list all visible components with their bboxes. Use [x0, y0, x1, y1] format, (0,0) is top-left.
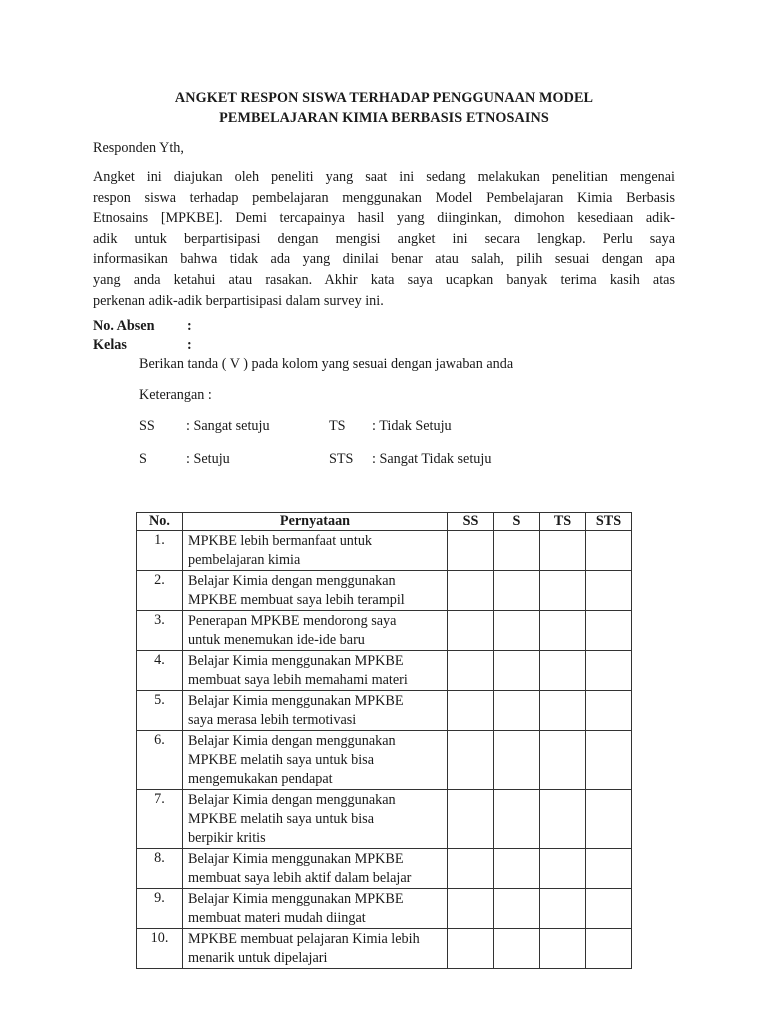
title-line-1: ANGKET RESPON SISWA TERHADAP PENGGUNAAN MODEL: [174, 90, 594, 106]
answer-box-s[interactable]: [494, 849, 540, 889]
legend-desc: : Sangat setuju: [186, 418, 270, 434]
header-no: No.: [137, 513, 183, 531]
statement-line: MPKBE melatih saya untuk bisa: [188, 811, 374, 827]
table-row: [137, 531, 632, 571]
statement-cell: [183, 611, 448, 651]
legend-row: [139, 451, 491, 468]
header-sts: STS: [586, 513, 632, 531]
survey-table-body: [137, 531, 632, 969]
legend-row: [139, 418, 452, 435]
answer-box-s[interactable]: [494, 731, 540, 790]
survey-table: [136, 512, 632, 969]
header-pernyataan: Pernyataan: [183, 513, 448, 531]
statement-line: berpikir kritis: [188, 830, 266, 846]
row-number: 8.: [137, 849, 183, 889]
statement-cell: [183, 651, 448, 691]
field-no-absen: [93, 318, 192, 335]
statement-line: membuat saya lebih memahami materi: [188, 672, 408, 688]
row-number: 5.: [137, 691, 183, 731]
statement-line: mengemukakan pendapat: [188, 771, 333, 787]
answer-box-sts[interactable]: [586, 611, 632, 651]
answer-box-s[interactable]: [494, 691, 540, 731]
statement-line: MPKBE melatih saya untuk bisa: [188, 752, 374, 768]
row-number: 3.: [137, 611, 183, 651]
answer-box-sts[interactable]: [586, 691, 632, 731]
answer-box-sts[interactable]: [586, 790, 632, 849]
statement-line: membuat materi mudah diingat: [188, 910, 366, 926]
field-kelas: [93, 337, 192, 354]
header-ss: SS: [448, 513, 494, 531]
table-row: [137, 790, 632, 849]
answer-box-s[interactable]: [494, 571, 540, 611]
answer-box-sts[interactable]: [586, 571, 632, 611]
title-line-2: PEMBELAJARAN KIMIA BERBASIS ETNOSAINS: [219, 110, 549, 126]
answer-box-sts[interactable]: [586, 651, 632, 691]
table-row: [137, 889, 632, 929]
answer-box-s[interactable]: [494, 531, 540, 571]
legend-desc: : Sangat Tidak setuju: [372, 451, 492, 467]
answer-box-ss[interactable]: [448, 571, 494, 611]
intro-line: Angket ini diajukan oleh peneliti yang saat ini sedang melakukan penelitian mengenai: [93, 169, 675, 185]
field-label: No. Absen: [93, 318, 155, 334]
statement-line: Belajar Kimia menggunakan MPKBE: [188, 891, 404, 907]
statement-line: Penerapan MPKBE mendorong saya: [188, 613, 397, 629]
statement-cell: [183, 731, 448, 790]
legend-code: STS: [329, 451, 354, 467]
statement-cell: [183, 571, 448, 611]
statement-line: MPKBE lebih bermanfaat untuk: [188, 533, 373, 549]
statement-cell: [183, 889, 448, 929]
intro-line: respon siswa terhadap pembelajaran menggunakan Model Pembelajaran Kimia Berbasis: [93, 189, 675, 206]
answer-box-ts[interactable]: [540, 531, 586, 571]
statement-line: MPKBE membuat pelajaran Kimia lebih: [188, 931, 420, 947]
instruction-text: Berikan tanda ( V ) pada kolom yang sesuai dengan jawaban anda: [139, 356, 514, 372]
answer-box-ss[interactable]: [448, 611, 494, 651]
header-ts: TS: [540, 513, 586, 531]
intro-line: informasikan bahwa tidak ada yang dinilai benar atau salah, pilih sesuai dengan apa: [93, 251, 675, 268]
intro-line: adik untuk berpartisipasi dengan mengisi angket ini secara lengkap. Perlu saya: [93, 230, 675, 247]
statement-cell: [183, 691, 448, 731]
answer-box-s[interactable]: [494, 790, 540, 849]
answer-box-sts[interactable]: [586, 531, 632, 571]
row-number: 7.: [137, 790, 183, 849]
row-number: 9.: [137, 889, 183, 929]
statement-line: Belajar Kimia dengan menggunakan: [188, 792, 396, 808]
table-row: [137, 611, 632, 651]
greeting: Responden Yth,: [93, 140, 184, 156]
answer-box-ss[interactable]: [448, 889, 494, 929]
statement-cell: [183, 531, 448, 571]
table-row: [137, 571, 632, 611]
answer-box-s[interactable]: [494, 929, 540, 969]
answer-box-ss[interactable]: [448, 531, 494, 571]
answer-box-ts[interactable]: [540, 790, 586, 849]
field-label: Kelas: [93, 337, 127, 353]
table-row: [137, 929, 632, 969]
intro-line: Etnosains [MPKBE]. Demi tercapainya hasil yang diinginkan, dimohon kesediaan adik-: [93, 210, 675, 227]
answer-box-s[interactable]: [494, 889, 540, 929]
page-title: [93, 88, 675, 128]
table-row: [137, 651, 632, 691]
row-number: 2.: [137, 571, 183, 611]
answer-box-sts[interactable]: [586, 849, 632, 889]
row-number: 1.: [137, 531, 183, 571]
statement-cell: [183, 790, 448, 849]
answer-box-ts[interactable]: [540, 691, 586, 731]
statement-cell: [183, 849, 448, 889]
answer-box-ts[interactable]: [540, 571, 586, 611]
table-row: [137, 731, 632, 790]
table-row: [137, 691, 632, 731]
answer-box-ts[interactable]: [540, 651, 586, 691]
answer-box-ss[interactable]: [448, 790, 494, 849]
legend-code: SS: [139, 418, 155, 434]
answer-box-ts[interactable]: [540, 889, 586, 929]
answer-box-ss[interactable]: [448, 849, 494, 889]
statement-line: Belajar Kimia menggunakan MPKBE: [188, 653, 404, 669]
statement-line: Belajar Kimia dengan menggunakan: [188, 573, 396, 589]
statement-cell: [183, 929, 448, 969]
intro-line: yang anda ketahui atau rasakan. Akhir kata saya ucapkan banyak terima kasih atas: [93, 271, 675, 288]
answer-box-ss[interactable]: [448, 731, 494, 790]
statement-line: pembelajaran kimia: [188, 552, 301, 568]
header-s: S: [494, 513, 540, 531]
legend-desc: : Tidak Setuju: [372, 418, 452, 434]
table-header-row: [137, 513, 632, 531]
row-number: 10.: [137, 929, 183, 969]
answer-box-ts[interactable]: [540, 611, 586, 651]
statement-line: Belajar Kimia menggunakan MPKBE: [188, 693, 404, 709]
intro-line: perkenan adik-adik berpartisipasi dalam survey ini.: [93, 292, 384, 309]
answer-box-ss[interactable]: [448, 651, 494, 691]
answer-box-ts[interactable]: [540, 731, 586, 790]
answer-box-sts[interactable]: [586, 731, 632, 790]
answer-box-sts[interactable]: [586, 889, 632, 929]
statement-line: saya merasa lebih termotivasi: [188, 712, 357, 728]
field-separator: :: [187, 318, 192, 334]
statement-line: membuat saya lebih aktif dalam belajar: [188, 870, 412, 886]
answer-box-s[interactable]: [494, 611, 540, 651]
legend-code: TS: [329, 418, 346, 434]
statement-line: Belajar Kimia dengan menggunakan: [188, 733, 396, 749]
statement-line: untuk menemukan ide-ide baru: [188, 632, 365, 648]
answer-box-ts[interactable]: [540, 849, 586, 889]
answer-box-ts[interactable]: [540, 929, 586, 969]
table-row: [137, 849, 632, 889]
keterangan-label: Keterangan :: [139, 387, 212, 403]
statement-line: menarik untuk dipelajari: [188, 950, 328, 966]
field-separator: :: [187, 337, 192, 353]
intro-paragraph: [93, 167, 675, 311]
answer-box-ss[interactable]: [448, 929, 494, 969]
legend-desc: : Setuju: [186, 451, 230, 467]
statement-line: MPKBE membuat saya lebih terampil: [188, 592, 405, 608]
answer-box-sts[interactable]: [586, 929, 632, 969]
row-number: 4.: [137, 651, 183, 691]
legend-code: S: [139, 451, 147, 467]
statement-line: Belajar Kimia menggunakan MPKBE: [188, 851, 404, 867]
answer-box-s[interactable]: [494, 651, 540, 691]
row-number: 6.: [137, 731, 183, 790]
answer-box-ss[interactable]: [448, 691, 494, 731]
